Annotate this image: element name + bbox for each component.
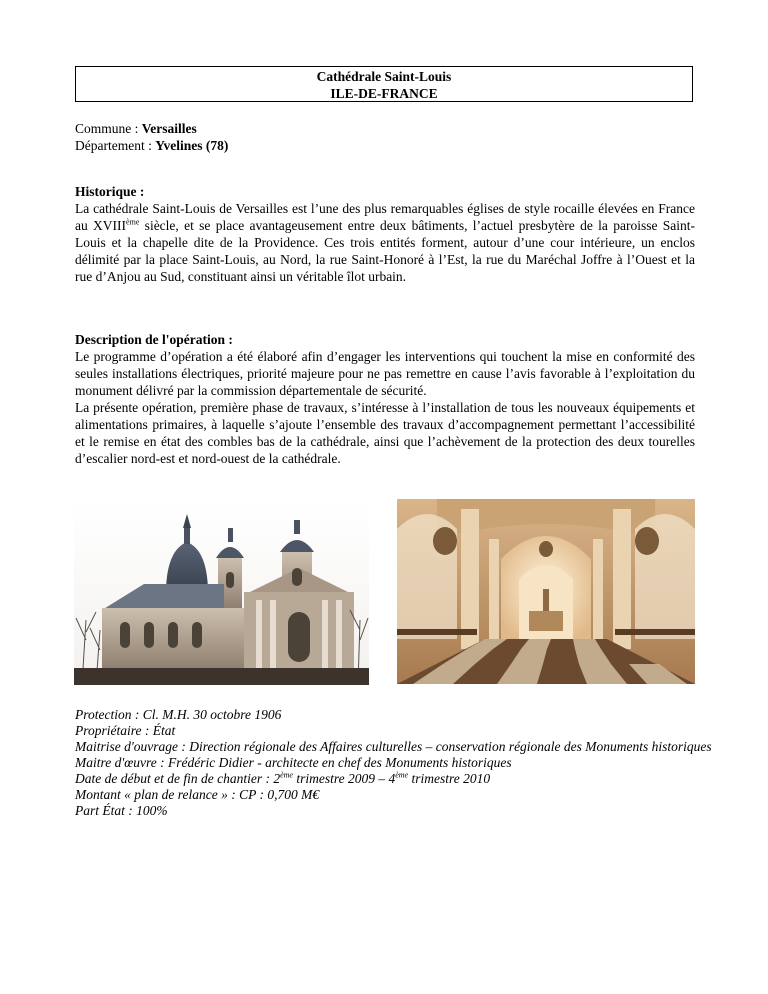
- maitre-oeuvre-line: Maitre d'œuvre : Frédéric Didier - architecte en chef des Monuments historiques: [75, 755, 512, 770]
- region-title: ILE-DE-FRANCE: [330, 86, 438, 101]
- commune-line: [75, 120, 695, 137]
- description-section: [75, 331, 695, 467]
- montant-line: Montant « plan de relance » : CP : 0,700 M€: [75, 787, 320, 802]
- historique-heading: Historique :: [75, 184, 145, 199]
- departement-label: Département :: [75, 138, 156, 153]
- commune-label: Commune :: [75, 121, 142, 136]
- operation-details: [75, 707, 715, 819]
- protection-line: Protection : Cl. M.H. 30 octobre 1906: [75, 707, 282, 722]
- cathedral-exterior-photo: [74, 500, 369, 685]
- historique-paragraph: La cathédrale Saint-Louis de Versailles est l’une des plus remarquables églises de style rocaille élevées en France au XVIIIème siècle, et se place avantageusement entre deux bâtiments, l’actuel presbytère de la paroisse Saint-Louis et la chapelle dite de la Providence. Ces trois entités forment, autour d’une cour intérieure, un enclos délimité par la place Saint-Louis, au Nord, la rue Saint-Honoré à l’Est, la rue du Maréchal Joffre à l’Ouest et la rue d’Anjou au Sud, constituant ainsi un véritable îlot urbain.: [75, 201, 696, 284]
- description-paragraph-2: La présente opération, première phase de travaux, s’intéresse à l’installation de tous les nouveaux équipements et alimentations primaires, à laquelle s’ajoute l’ensemble des travaux d’accompagnement permettant l’accessibilité et le remise en état des combles bas de la cathédrale, ainsi que l’achèvement de la protection des deux tourelles d’escalier nord-est et nord-ouest de la cathédrale.: [75, 400, 695, 466]
- title-box: [75, 66, 693, 102]
- historique-section: [75, 183, 695, 285]
- maitrise-ouvrage-line: Maitrise d'ouvrage : Direction régionale des Affaires culturelles – conservation régionale des Monuments historiques: [75, 739, 712, 754]
- dates-line: Date de début et de fin de chantier : 2ème trimestre 2009 – 4ème trimestre 2010: [75, 770, 491, 786]
- departement-value: Yvelines (78): [155, 138, 229, 153]
- document-title: Cathédrale Saint-Louis: [316, 69, 452, 84]
- location-info: [75, 120, 695, 154]
- part-etat-line: Part État : 100%: [75, 803, 168, 818]
- commune-value: Versailles: [141, 121, 197, 136]
- description-heading: Description de l'opération :: [75, 332, 233, 347]
- description-paragraph-1: Le programme d’opération a été élaboré afin d’engager les interventions qui touchent la mise en conformité des seules installations électriques, priorité majeure pour ne pas remettre en cause l’avis favorable à l’exploitation du monument délivré par la commission départementale de sécurité.: [75, 349, 695, 398]
- cathedral-interior-photo: [397, 499, 695, 684]
- proprietaire-line: Propriétaire : État: [75, 723, 176, 738]
- departement-line: [75, 137, 695, 154]
- century-superscript: ème: [126, 217, 140, 227]
